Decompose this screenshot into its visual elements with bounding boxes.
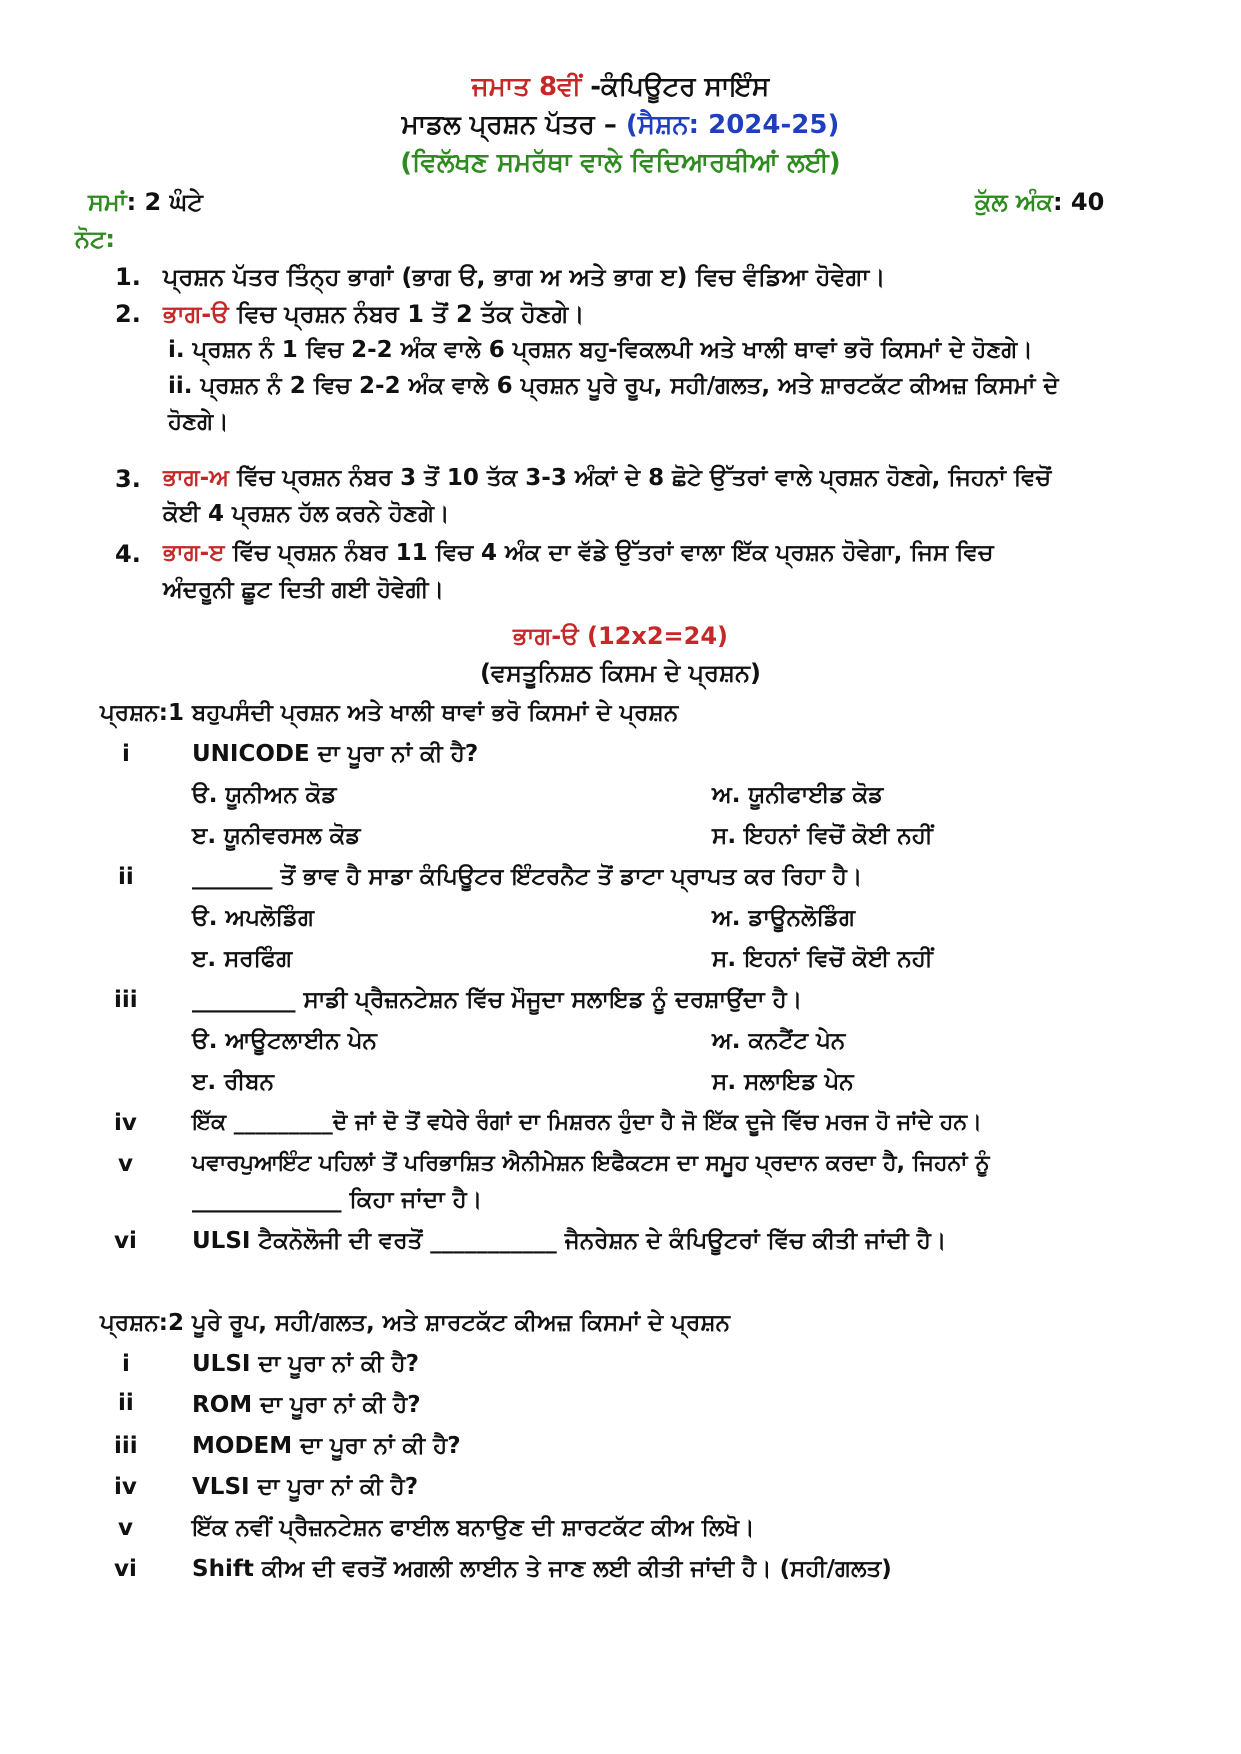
q1-iv-text: ਇੱਕ _________ਦੋ ਜਾਂ ਦੋ ਤੋਂ ਵਧੇਰੇ ਰੰਗਾਂ ਦਾ ਮਿਸ਼ਰਨ ਹੁੰਦਾ ਹੈ ਜੋ ਇੱਕ ਦੂਜੇ ਵਿੱਚ ਮਰਜ ਹੋ ਜਾਂਦੇ ਹਨ। <box>192 1110 982 1135</box>
note-2-sub-2b: ਹੋਣਗੇ। <box>168 409 229 435</box>
total-marks-info <box>975 188 1104 216</box>
note-1-number: 1. <box>115 263 141 291</box>
q1-iii-option-b: ਅ. ਕਨਟੈਂਟ ਪੇਨ <box>712 1028 846 1054</box>
session-label: (ਸੈਸ਼ਨ: 2024-25) <box>625 110 840 140</box>
q1-ii-text: _______ ਤੋਂ ਭਾਵ ਹੈ ਸਾਡਾ ਕੰਪਿਊਟਰ ਇੰਟਰਨੈਟ ਤੋਂ ਡਾਟਾ ਪ੍ਰਾਪਤ ਕਰ ਰਿਹਾ ਹੈ। <box>192 864 863 890</box>
class-label: ਜਮਾਤ 8ਵੀਂ <box>471 72 582 102</box>
q1-i-number: i <box>122 741 130 767</box>
question-2-heading: ਪ੍ਰਸ਼ਨ:2 ਪੂਰੇ ਰੂਪ, ਸਹੀ/ਗਲਤ, ਅਤੇ ਸ਼ਾਰਟਕੱਟ ਕੀਅਜ਼ ਕਿਸਮਾਂ ਦੇ ਪ੍ਰਸ਼ਨ <box>100 1310 731 1336</box>
q2-ii-number: ii <box>118 1390 134 1416</box>
q2-iv-number: iv <box>114 1474 137 1500</box>
q2-iv-text: VLSI ਦਾ ਪੂਰਾ ਨਾਂ ਕੀ ਹੈ? <box>192 1474 419 1500</box>
note-2-number: 2. <box>115 300 141 328</box>
q2-i-number: i <box>122 1351 130 1377</box>
paper-title <box>0 72 1241 103</box>
q1-v-number: v <box>118 1151 133 1177</box>
q1-ii-number: ii <box>118 864 134 890</box>
note-2-sub-1: i. ਪ੍ਰਸ਼ਨ ਨੰ 1 ਵਿਚ 2-2 ਅੰਕ ਵਾਲੇ 6 ਪ੍ਰਸ਼ਨ ਬਹੁ-ਵਿਕਲਪੀ ਅਤੇ ਖਾਲੀ ਥਾਵਾਂ ਭਰੋ ਕਿਸਮਾਂ ਦੇ ਹੋਣਗੇ। <box>168 337 1033 363</box>
q1-ii-option-c: ੲ. ਸਰਫਿੰਗ <box>192 946 293 972</box>
note-4-number: 4. <box>115 540 141 568</box>
q2-v-text: ਇੱਕ ਨਵੀਂ ਪ੍ਰੈਜ਼ਨਟੇਸ਼ਨ ਫਾਈਲ ਬਨਾਉਣ ਦੀ ਸ਼ਾਰਟਕੱਟ ਕੀਅ ਲਿਖੋ। <box>192 1515 755 1541</box>
paper-subtitle <box>0 110 1241 141</box>
note-2-sub-2a: ii. ਪ੍ਰਸ਼ਨ ਨੰ 2 ਵਿਚ 2-2 ਅੰਕ ਵਾਲੇ 6 ਪ੍ਰਸ਼ਨ ਪੂਰੇ ਰੂਪ, ਸਹੀ/ਗਲਤ, ਅਤੇ ਸ਼ਾਰਟਕੱਟ ਕੀਅਜ਼ ਕਿਸਮਾਂ ਦੇ <box>168 373 1059 399</box>
q2-i-text: ULSI ਦਾ ਪੂਰਾ ਨਾਂ ਕੀ ਹੈ? <box>192 1351 419 1377</box>
note-1-text: ਪ੍ਰਸ਼ਨ ਪੱਤਰ ਤਿੰਨ੍ਹ ਭਾਗਾਂ (ਭਾਗ ੳ, ਭਾਗ ਅ ਅਤੇ ਭਾਗ ੲ) ਵਿਚ ਵੰਡਿਆ ਹੋਵੇਗਾ। <box>163 263 886 291</box>
note-4-body: ਵਿੱਚ ਪ੍ਰਸ਼ਨ ਨੰਬਰ 11 ਵਿਚ 4 ਅੰਕ ਦਾ ਵੱਡੇ ਉੱਤਰਾਂ ਵਾਲਾ ਇੱਕ ਪ੍ਰਸ਼ਨ ਹੋਵੇਗਾ, ਜਿਸ ਵਿਚ <box>224 540 994 566</box>
time-value: : 2 ਘੰਟੇ <box>126 188 203 216</box>
q1-iii-number: iii <box>114 987 138 1013</box>
q1-ii-option-a: ੳ. ਅਪਲੋਡਿੰਗ <box>192 905 314 931</box>
q2-v-number: v <box>118 1515 133 1541</box>
marks-label: ਕੁੱਲ ਅੰਕ <box>975 188 1053 216</box>
q1-ii-option-b: ਅ. ਡਾਊਨਲੋਡਿੰਗ <box>712 905 855 931</box>
q1-v-text: ਪਵਾਰਪੁਆਇੰਟ ਪਹਿਲਾਂ ਤੋਂ ਪਰਿਭਾਸ਼ਿਤ ਐਨੀਮੇਸ਼ਨ ਇਫੈਕਟਸ ਦਾ ਸਮੂਹ ਪ੍ਰਦਾਨ ਕਰਦਾ ਹੈ, ਜਿਹਨਾਂ ਨੂੰ <box>192 1151 990 1176</box>
note-3-number: 3. <box>115 465 141 493</box>
q1-iv-number: iv <box>114 1110 137 1136</box>
time-info <box>88 188 203 216</box>
question-1-heading: ਪ੍ਰਸ਼ਨ:1 ਬਹੁਪਸੰਦੀ ਪ੍ਰਸ਼ਨ ਅਤੇ ਖਾਲੀ ਥਾਵਾਂ ਭਰੋ ਕਿਸਮਾਂ ਦੇ ਪ੍ਰਸ਼ਨ <box>100 700 679 726</box>
q2-iii-text: MODEM ਦਾ ਪੂਰਾ ਨਾਂ ਕੀ ਹੈ? <box>192 1433 461 1459</box>
q2-iii-number: iii <box>114 1433 138 1459</box>
note-3-text-cont: ਕੋਈ 4 ਪ੍ਰਸ਼ਨ ਹੱਲ ਕਰਨੇ ਹੋਣਗੇ। <box>163 501 450 527</box>
part-a-label: ਭਾਗ-ੳ <box>163 300 229 328</box>
subject-label: -ਕੰਪਿਊਟਰ ਸਾਇੰਸ <box>581 72 770 102</box>
q1-i-option-c: ੲ. ਯੂਨੀਵਰਸਲ ਕੋਡ <box>192 823 361 849</box>
q1-iii-option-a: ੳ. ਆਊਟਲਾਈਨ ਪੇਨ <box>192 1028 377 1054</box>
q2-vi-text: Shift ਕੀਅ ਦੀ ਵਰਤੋਂ ਅਗਲੀ ਲਾਈਨ ਤੇ ਜਾਣ ਲਈ ਕੀਤੀ ਜਾਂਦੀ ਹੈ। (ਸਹੀ/ਗਲਤ) <box>192 1556 892 1582</box>
part-b-label: ਭਾਗ-ਅ <box>163 465 230 491</box>
note-4-text-cont: ਅੰਦਰੂਨੀ ਛੂਟ ਦਿਤੀ ਗਈ ਹੋਵੇਗੀ। <box>163 577 445 603</box>
q1-iii-text: _________ ਸਾਡੀ ਪ੍ਰੈਜ਼ਨਟੇਸ਼ਨ ਵਿੱਚ ਮੌਜੂਦਾ ਸਲਾਇਡ ਨੂੰ ਦਰਸ਼ਾਉਂਦਾ ਹੈ। <box>192 987 803 1013</box>
note-3-text <box>163 465 1051 491</box>
model-paper-label: ਮਾਡਲ ਪ੍ਰਸ਼ਨ ਪੱਤਰ – <box>401 110 626 140</box>
note-2-text <box>163 300 584 328</box>
section-a-title: ਭਾਗ-ੳ (12x2=24) <box>512 622 729 650</box>
q1-vi-number: vi <box>114 1228 137 1254</box>
q1-i-option-a: ੳ. ਯੂਨੀਅਨ ਕੋਡ <box>192 782 337 808</box>
q2-ii-text: ROM ਦਾ ਪੂਰਾ ਨਾਂ ਕੀ ਹੈ? <box>192 1392 421 1418</box>
q1-iii-option-c: ੲ. ਰੀਬਨ <box>192 1069 274 1095</box>
q2-vi-number: vi <box>114 1556 137 1582</box>
part-c-label: ਭਾਗ-ੲ <box>163 540 225 566</box>
audience-label: (ਵਿਲੱਖਣ ਸਮਰੱਥਾ ਵਾਲੇ ਵਿਦਿਆਰਥੀਆਂ ਲਈ) <box>400 148 841 178</box>
q1-vi-text: ULSI ਟੈਕਨੋਲੋਜੀ ਦੀ ਵਰਤੋਂ ___________ ਜੈਨਰੇਸ਼ਨ ਦੇ ਕੰਪਿਊਟਰਾਂ ਵਿੱਚ ਕੀਤੀ ਜਾਂਦੀ ਹੈ। <box>192 1228 947 1254</box>
note-label: ਨੋਟ: <box>75 225 115 253</box>
q1-iii-option-d: ਸ. ਸਲਾਇਡ ਪੇਨ <box>712 1069 854 1095</box>
q1-i-option-d: ਸ. ਇਹਨਾਂ ਵਿਚੋਂ ਕੋਈ ਨਹੀਂ <box>712 823 933 849</box>
section-a-subtitle: (ਵਸਤੂਨਿਸ਼ਠ ਕਿਸਮ ਦੇ ਪ੍ਰਸ਼ਨ) <box>480 659 761 687</box>
q1-i-option-b: ਅ. ਯੂਨੀਫਾਈਡ ਕੋਡ <box>712 782 884 808</box>
q1-ii-option-d: ਸ. ਇਹਨਾਂ ਵਿਚੋਂ ਕੋਈ ਨਹੀਂ <box>712 946 933 972</box>
note-4-text <box>163 540 993 566</box>
note-2-body: ਵਿਚ ਪ੍ਰਸ਼ਨ ਨੰਬਰ 1 ਤੋਂ 2 ਤੱਕ ਹੋਣਗੇ। <box>228 300 585 328</box>
marks-value: : 40 <box>1052 188 1105 216</box>
time-label: ਸਮਾਂ <box>88 188 127 216</box>
note-3-body: ਵਿੱਚ ਪ੍ਰਸ਼ਨ ਨੰਬਰ 3 ਤੋਂ 10 ਤੱਕ 3-3 ਅੰਕਾਂ ਦੇ 8 ਛੋਟੇ ਉੱਤਰਾਂ ਵਾਲੇ ਪ੍ਰਸ਼ਨ ਹੋਣਗੇ, ਜਿਹਨਾਂ ਵਿਚੋਂ <box>229 465 1052 491</box>
q1-i-text: UNICODE ਦਾ ਪੂਰਾ ਨਾਂ ਕੀ ਹੈ? <box>192 741 479 767</box>
q1-v-text-cont: _____________ ਕਿਹਾ ਜਾਂਦਾ ਹੈ। <box>192 1187 483 1213</box>
